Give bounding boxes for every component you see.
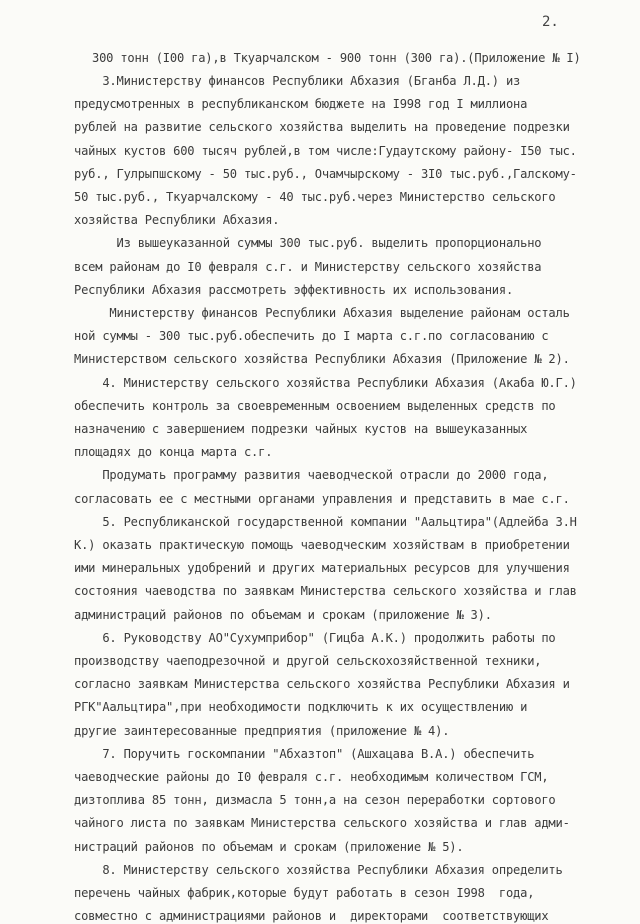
text-line: 8. Министерству сельского хозяйства Республики Абхазия определить xyxy=(74,862,563,877)
text-line: обеспечить контроль за своевременным освоением выделенных средств по xyxy=(74,398,556,413)
text-line: К.) оказать практическую помощь чаеводческим хозяйствам в приобретении xyxy=(74,538,570,552)
text-line: чайных кустов 600 тысяч рублей,в том числе:Гудаутскому району- I50 тыс. xyxy=(74,143,577,158)
text-line: 7. Поручить госкомпании "Абхазтоп" (Ашхацава В.А.) обеспечить xyxy=(74,746,535,761)
text-line: другие заинтересованные предприятия (приложение № 4). xyxy=(74,723,450,738)
text-line: производству чаеподрезочной и другой сельскохозяйственной техники, xyxy=(74,654,542,668)
text-line: согласовать ее с местными органами управления и представить в мае с.г. xyxy=(74,491,570,506)
text-line: нистраций районов по объемам и срокам (приложение № 5). xyxy=(74,839,464,854)
text-line: администраций районов по объемам и срокам (приложение № 3). xyxy=(74,607,492,622)
text-line: состояния чаеводства по заявкам Министерства сельского хозяйства и глав xyxy=(74,584,577,599)
text-line: 3.Министерству финансов Республики Абхазия (Бганба Л.Д.) из xyxy=(74,74,521,88)
text-line: совместно с администрациями районов и директорами соответствующих xyxy=(74,909,549,924)
text-line: 4. Министерству сельского хозяйства Республики Абхазия (Акаба Ю.Г.) xyxy=(74,375,577,390)
text-line: РГК"Аальцтира",при необходимости подключить к их осуществлению и xyxy=(74,700,528,715)
text-line: Продумать программу развития чаеводческой отрасли до 2000 года, xyxy=(74,468,549,483)
text-line: 50 тыс.руб., Ткуарчалскому - 40 тыс.руб.через Министерство сельского xyxy=(74,190,556,204)
text-line: Министерству финансов Республики Абхазия выделение районам осталь xyxy=(74,306,570,320)
text-line: 300 тонн (I00 га),в Ткуарчалском - 900 тонн (300 га).(Приложение № I) xyxy=(92,51,581,65)
text-line: предусмотренных в республиканском бюджете на I998 год I миллиона xyxy=(74,97,528,112)
text-line: дизтоплива 85 тонн, дизмасла 5 тонн,а на сезон переработки сортового xyxy=(74,793,556,808)
text-line: Из вышеуказанной суммы 300 тыс.руб. выделить пропорционально xyxy=(74,236,542,251)
text-line: хозяйства Республики Абхазия. xyxy=(74,213,280,228)
text-line: Министерством сельского хозяйства Республики Абхазия (Приложение № 2). xyxy=(74,352,570,367)
page-number: 2. xyxy=(542,14,559,30)
text-line: чаеводческие районы до I0 февраля с.г. необходимым количеством ГСМ, xyxy=(74,770,549,784)
text-line: рублей на развитие сельского хозяйства выделить на проведение подрезки xyxy=(74,120,570,135)
text-line: согласно заявкам Министерства сельского хозяйства Республики Абхазия и xyxy=(74,677,570,692)
text-line: Республики Абхазия рассмотреть эффективность их использования. xyxy=(74,282,514,297)
text-line: руб., Гулрыпшскому - 50 тыс.руб., Очамчырскому - 3I0 тыс.руб.,Галскому- xyxy=(74,166,577,181)
text-line: чайного листа по заявкам Министерства сельского хозяйства и глав адми- xyxy=(74,816,570,831)
text-line: 5. Республиканской государственной компании "Аальцтира"(Адлейба З.Н xyxy=(74,514,577,529)
text-line: ими минеральных удобрений и других материальных ресурсов для улучшения xyxy=(74,561,570,576)
text-line: всем районам до I0 февраля с.г. и Министерству сельского хозяйства xyxy=(74,259,542,274)
text-line: площадях до конца марта с.г. xyxy=(74,445,273,460)
text-line: перечень чайных фабрик,которые будут работать в сезон I998 года, xyxy=(74,886,535,900)
text-line: 6. Руководству АО"Сухумприбор" (Гицба А.К.) продолжить работы по xyxy=(74,630,556,645)
text-line: назначению с завершением подрезки чайных кустов на вышеуказанных xyxy=(74,422,528,436)
text-line: ной суммы - 300 тыс.руб.обеспечить до I марта с.г.по согласованию с xyxy=(74,329,549,344)
